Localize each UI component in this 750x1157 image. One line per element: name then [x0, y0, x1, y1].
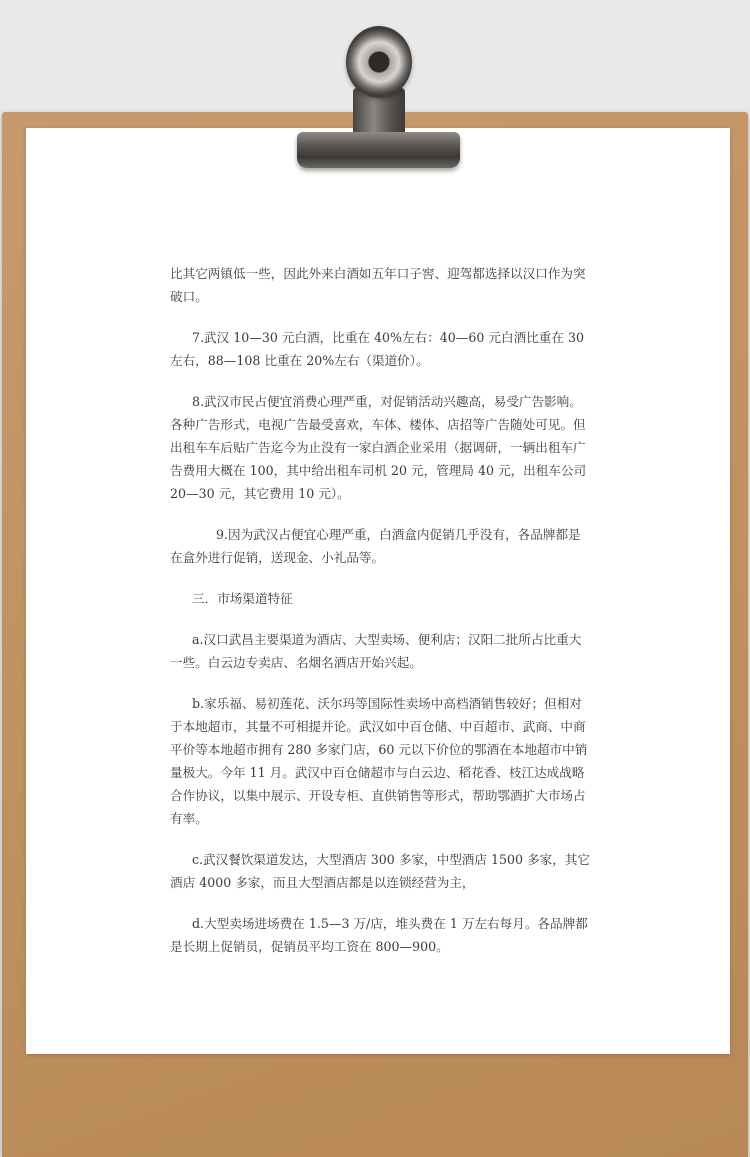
- document-body: [170, 262, 590, 976]
- paragraph-item-b: b.家乐福、易初莲花、沃尔玛等国际性卖场中高档酒销售较好；但相对于本地超市，其量不可相提并论。武汉如中百仓储、中百超市、武商、中商平价等本地超市拥有 280 多家门店，60 元以下价位的鄂酒在本地超市中销量极大。今年 11 月。武汉中百仓储超市与白云边、稻花香、枝江达成战略合作协议，以集中展示、开设专柜、直供销售等形式，帮助鄂酒扩大市场占有率。: [170, 696, 588, 826]
- paragraph-item-d: d.大型卖场进场费在 1.5—3 万/店，堆头费在 1 万左右每月。各品牌都是长期上促销员，促销员平均工资在 800—900。: [170, 916, 588, 954]
- paragraph-item-a: a.汉口武昌主要渠道为酒店、大型卖场、便利店；汉阳二批所占比重大一些。白云边专卖店、名烟名酒店开始兴起。: [170, 632, 582, 670]
- paragraph-item-9: 9.因为武汉占便宜心理严重，白酒盒内促销几乎没有，各品牌都是在盒外进行促销，送现金、小礼品等。: [170, 527, 581, 565]
- clip-ring: [346, 26, 412, 98]
- paragraph-item-7: 7.武汉 10—30 元白酒，比重在 40%左右：40—60 元白酒比重在 30 左右，88—108 比重在 20%左右（渠道价）。: [170, 330, 585, 368]
- paragraph-item-c: c.武汉餐饮渠道发达，大型酒店 300 多家，中型酒店 1500 多家，其它酒店 4000 多家，而且大型酒店都是以连锁经营为主，: [170, 852, 591, 890]
- binder-clip: [297, 132, 460, 168]
- paragraph-item-8: 8.武汉市民占便宜消费心理严重，对促销活动兴趣高，易受广告影响。各种广告形式，电视广告最受喜欢，车体、楼体、店招等广告随处可见。但出租车车后贴广告迄今为止没有一家白酒企业采用（据调研，一辆出租车广告费用大概在 100，其中给出租车司机 20 元，管理局 40 元，出租车公司 20—30 元，其它费用 10 元）。: [170, 394, 587, 501]
- paragraph-continuation: 比其它两镇低一些，因此外来白酒如五年口子窖、迎驾都选择以汉口作为突破口。: [170, 266, 586, 304]
- section-heading: 三．市场渠道特征: [192, 591, 293, 606]
